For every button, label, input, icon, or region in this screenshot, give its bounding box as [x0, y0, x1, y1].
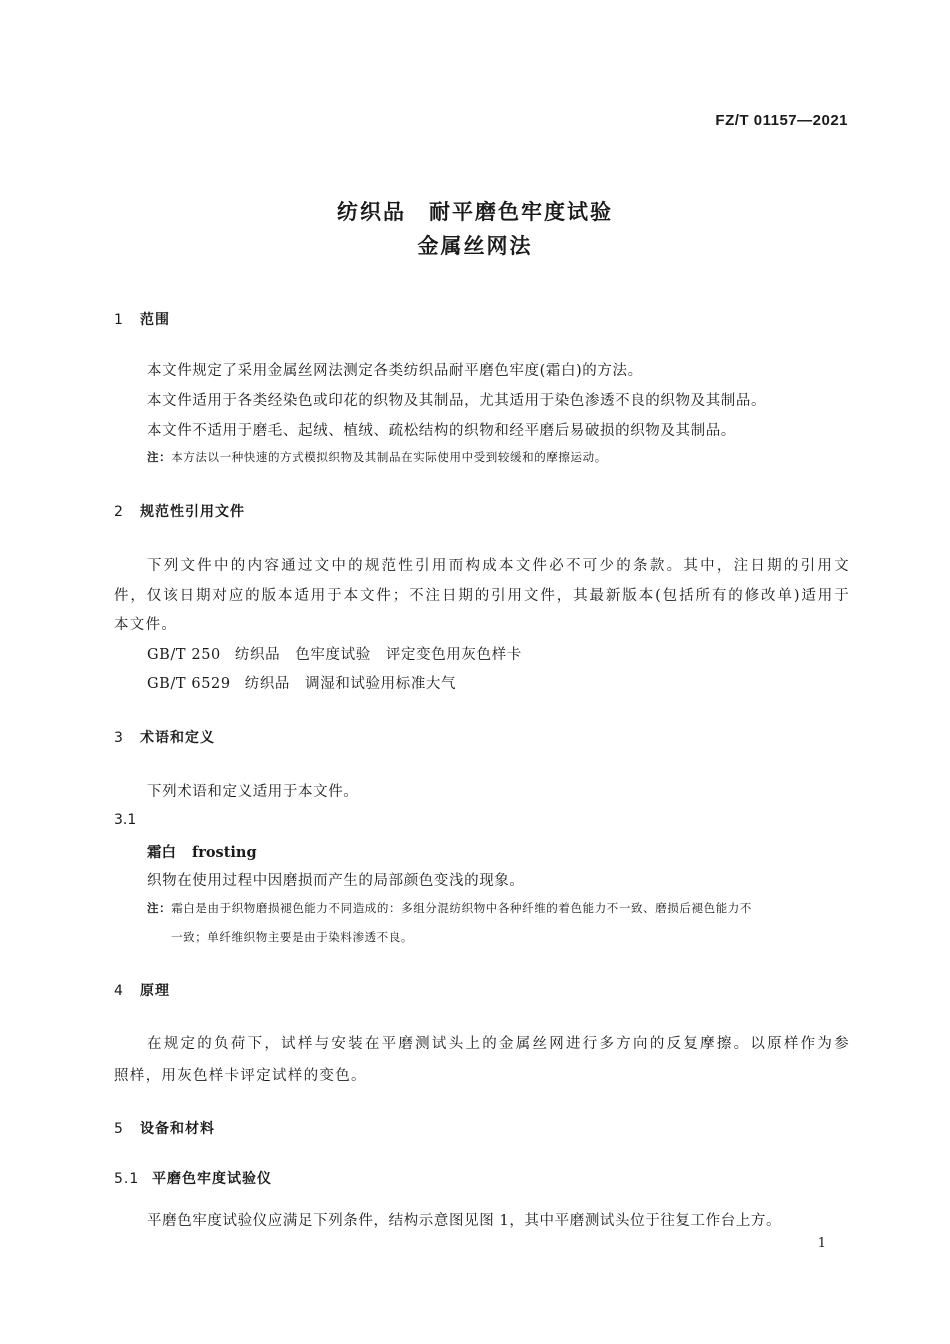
reference-title: 纺织品 色牢度试验 评定变色用灰色样卡	[234, 647, 522, 663]
paragraph-line: 下列文件中的内容通过文中的规范性引用而构成本文件必不可少的条款。其中，注日期的引用文	[147, 558, 850, 574]
section-title: 术语和定义	[140, 730, 215, 746]
note-text: 霜白是由于织物磨损褪色能力不同造成的：多组分混纺织物中各种纤维的着色能力不一致、磨损后褪色能力不	[171, 901, 752, 915]
subclause-number: 3.1	[114, 812, 137, 828]
paragraph-line: 件，仅该日期对应的版本适用于本文件；不注日期的引用文件，其最新版本(包括所有的修改单)适用于	[114, 588, 850, 604]
section-number: 2	[114, 504, 124, 520]
paragraph: 本文件适用于各类经染色或印花的织物及其制品，尤其适用于染色渗透不良的织物及其制品。	[147, 393, 767, 409]
note-text: 本方法以一种快速的方式模拟织物及其制品在实际使用中受到较缓和的摩擦运动。	[171, 450, 607, 464]
note	[147, 449, 607, 465]
subclause-number: 5.1	[114, 1171, 140, 1187]
standard-number: FZ/T 01157—2021	[715, 112, 848, 129]
section-title: 规范性引用文件	[140, 504, 245, 520]
section-number: 4	[114, 983, 124, 999]
paragraph: 本文件规定了采用金属丝网法测定各类纺织品耐平磨色牢度(霜白)的方法。	[147, 363, 643, 379]
reference-title: 纺织品 调湿和试验用标准大气	[244, 676, 457, 692]
paragraph: 本文件不适用于磨毛、起绒、植绒、疏松结构的织物和经平磨后易破损的织物及其制品。	[147, 423, 736, 439]
section-title: 设备和材料	[140, 1121, 215, 1137]
section-5-heading	[114, 1118, 215, 1138]
note-continuation: 一致；单纤维织物主要是由于染料渗透不良。	[171, 930, 413, 944]
note	[147, 900, 752, 916]
term-definition: 织物在使用过程中因磨损而产生的局部颜色变浅的现象。	[147, 873, 525, 889]
reference-code: GB/T 6529	[147, 676, 231, 692]
section-1-heading	[114, 309, 170, 329]
paragraph-line: 本文件。	[114, 617, 178, 633]
section-number: 5	[114, 1121, 124, 1137]
section-number: 1	[114, 312, 124, 328]
page-number: 1	[817, 1236, 826, 1251]
section-4-heading	[114, 980, 170, 1000]
term-chinese: 霜白	[147, 844, 176, 861]
section-3-heading	[114, 727, 215, 747]
paragraph-line: 照样，用灰色样卡评定试样的变色。	[114, 1068, 367, 1084]
section-2-heading	[114, 501, 245, 521]
note-label: 注：	[147, 450, 172, 464]
paragraph: 平磨色牢度试验仪应满足下列条件，结构示意图见图 1，其中平磨测试头位于往复工作台上方。	[147, 1213, 782, 1229]
normative-reference	[147, 643, 522, 664]
reference-code: GB/T 250	[147, 647, 221, 663]
subclause-5-1-heading	[114, 1168, 272, 1188]
section-number: 3	[114, 730, 124, 746]
paragraph-line: 在规定的负荷下，试样与安装在平磨测试头上的金属丝网进行多方向的反复摩擦。以原样作为参	[147, 1036, 850, 1052]
note-label: 注：	[147, 901, 172, 915]
document-subtitle: 金属丝网法	[417, 234, 533, 258]
term-entry	[147, 841, 257, 862]
subclause-title: 平磨色牢度试验仪	[152, 1171, 272, 1187]
normative-reference	[147, 672, 456, 693]
document-title: 纺织品 耐平磨色牢度试验	[337, 200, 613, 224]
section-title: 范围	[140, 312, 170, 328]
section-title: 原理	[140, 983, 170, 999]
term-english: frosting	[192, 844, 257, 861]
paragraph: 下列术语和定义适用于本文件。	[147, 784, 359, 800]
